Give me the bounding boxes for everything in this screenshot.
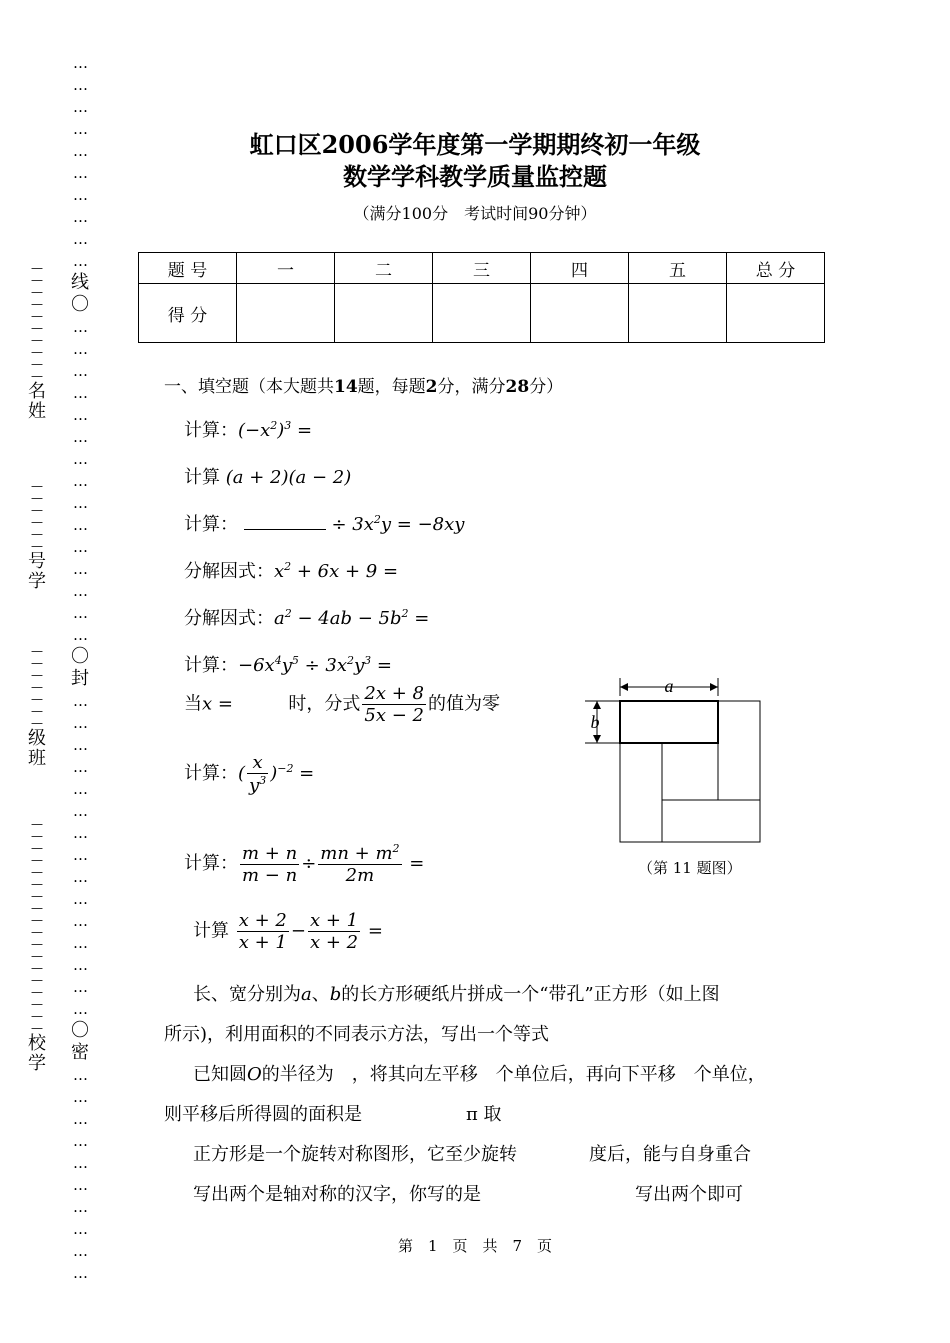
score-header-cell: 题 号 (139, 253, 237, 284)
figure-caption: （第 11 题图） (638, 859, 742, 877)
binding-dot: … (73, 472, 87, 490)
binding-dot: … (73, 736, 87, 754)
binding-school-field: — — — — — — — — — — — — — — — — — — 校 学 (24, 818, 50, 1074)
question-text: 则平移后所得圆的面积是 (164, 1104, 362, 1125)
binding-class-field: — — — — — — — 级 班 (24, 645, 50, 769)
binding-dot: … (73, 1088, 87, 1106)
binding-label: 姓 (28, 401, 46, 422)
question-4: 分解因式：$x^2 + 6x + 9$ = (184, 560, 399, 582)
score-cell[interactable] (531, 284, 629, 343)
binding-dot: … (73, 142, 87, 160)
label-a: a (664, 676, 674, 696)
points-each: 2 (425, 377, 438, 397)
question-label: 计算： (184, 853, 238, 874)
binding-dot: … (73, 604, 87, 622)
binding-dot: … (73, 560, 87, 578)
question-5: 分解因式：$a^2 - 4ab - 5b^2$ = (184, 607, 430, 629)
binding-dot: … (73, 1000, 87, 1018)
binding-dot: … (73, 164, 87, 182)
arrow-down-icon (593, 735, 601, 743)
score-row-label: 得 分 (139, 284, 237, 343)
binding-label: 学 (28, 571, 46, 592)
binding-dots-column (68, 52, 92, 1284)
score-header-cell: 三 (433, 253, 531, 284)
page-footer: 第 1 页 共 7 页 (397, 1237, 553, 1255)
binding-dot: … (73, 98, 87, 116)
binding-seal-char: 密 (71, 1042, 89, 1063)
arrow-up-icon (593, 701, 601, 709)
score-table (138, 252, 825, 343)
binding-label: 级 (28, 728, 46, 749)
question-count: 14 (334, 377, 358, 397)
binding-dot: … (73, 1198, 87, 1216)
question-7: 当x = 时，分式 $\frac{2x + 8}{5x - 2}$ 的值为零 (184, 683, 501, 726)
question-11-figure (575, 670, 775, 850)
binding-dot: … (73, 890, 87, 908)
binding-seal-char: 〇 (71, 646, 89, 667)
binding-dot: … (73, 912, 87, 930)
score-cell[interactable] (237, 284, 335, 343)
binding-dot: … (73, 340, 87, 358)
binding-label: 班 (28, 748, 46, 769)
question-label: 分解因式： (184, 608, 274, 629)
question-10: 计算 $\frac{x + 2}{x + 1}$ − $\frac{x + 1}{x + 2}$ = (193, 910, 383, 953)
binding-dot: … (73, 406, 87, 424)
binding-dot: … (73, 208, 87, 226)
arrow-left-icon (620, 683, 628, 691)
question-text: 当 (184, 693, 202, 715)
question-11-line1: 长、宽分别为a、b的长方形硬纸片拼成一个“带孔”正方形（如上图 (193, 984, 720, 1005)
score-cell[interactable] (335, 284, 433, 343)
exam-subtitle: （满分100分 考试时间90分钟） (353, 204, 597, 223)
binding-dot: … (73, 692, 87, 710)
binding-dot: … (73, 626, 87, 644)
question-9: 计算： $\frac{m + n}{m - n}$ ÷ $\frac{mn + m^2}{2m}$ = (184, 842, 425, 886)
question-6: 计算：$-6x^4y^5 \div 3x^2y^3$ = (184, 654, 392, 676)
binding-dot: … (73, 516, 87, 534)
question-14 (193, 1180, 743, 1206)
binding-dot: … (73, 780, 87, 798)
question-text: 写出两个是轴对称的汉字，你写的是 (193, 1184, 481, 1205)
section1-heading-text: 题，每题 (357, 377, 426, 397)
binding-dot: … (73, 802, 87, 820)
bottom-rectangle (662, 800, 760, 842)
binding-dot: … (73, 1220, 87, 1238)
score-cell[interactable] (629, 284, 727, 343)
points-total: 28 (505, 377, 530, 397)
binding-dot: … (73, 1154, 87, 1172)
question-label: 计算 (193, 920, 229, 942)
question-11-line2: 所示)，利用面积的不同表示方法，写出一个等式 (164, 1024, 550, 1045)
binding-label: 名 (28, 381, 46, 402)
binding-dot: … (73, 54, 87, 72)
binding-label: 号 (28, 551, 46, 572)
binding-seal-char: 〇 (71, 1020, 89, 1041)
binding-dot: … (73, 824, 87, 842)
score-table-score-row (139, 284, 825, 343)
label-b: b (590, 712, 600, 732)
score-table-header-row (139, 253, 825, 284)
score-cell[interactable] (727, 284, 825, 343)
answer-blank[interactable] (244, 515, 326, 530)
binding-dot: … (73, 1264, 87, 1282)
question-text: 长、宽分别为 (193, 984, 301, 1005)
binding-dot: … (73, 494, 87, 512)
binding-dot: … (73, 1066, 87, 1084)
binding-dot: … (73, 934, 87, 952)
score-header-cell: 二 (335, 253, 433, 284)
question-label: 计算： (184, 763, 238, 784)
binding-number-field: — — — — — — 号 学 (24, 480, 50, 592)
binding-dot: … (73, 846, 87, 864)
binding-dot: … (73, 956, 87, 974)
score-header-cell: 一 (237, 253, 335, 284)
binding-dot: … (73, 868, 87, 886)
binding-dot: … (73, 252, 87, 270)
binding-dot: … (73, 362, 87, 380)
question-13: 正方形是一个旋转对称图形，它至少旋转 度后，能与自身重合 (193, 1144, 751, 1165)
binding-dot: … (73, 582, 87, 600)
binding-seal-char: 封 (71, 668, 89, 689)
binding-dot: … (73, 1110, 87, 1128)
binding-dot: … (73, 1242, 87, 1260)
binding-dot: … (73, 978, 87, 996)
question-text: 的半径为 ，将其向左平移 个单位后，再向下平移 个单位， (261, 1064, 766, 1085)
binding-dot: … (73, 758, 87, 776)
binding-dot: … (73, 186, 87, 204)
question-text: 已知圆 (193, 1064, 247, 1085)
section1-heading-text: 分，满分 (437, 377, 506, 397)
binding-seal-char: 线 (71, 272, 89, 293)
question-8: 计算：( $\frac{x}{y^3}$ )$^{-2}$ = (184, 752, 315, 796)
binding-dot: … (73, 76, 87, 94)
score-cell[interactable] (433, 284, 531, 343)
question-text: 的值为零 (428, 693, 501, 715)
section1-heading-text: 分） (529, 377, 564, 397)
question-label: 计算： (184, 655, 238, 676)
question-text: π 取 (466, 1104, 502, 1125)
question-text: 的长方形硬纸片拼成一个“带孔”正方形（如上图 (341, 984, 720, 1005)
question-text: 时，分式 (288, 693, 361, 715)
binding-dot: … (73, 318, 87, 336)
section1-heading-text: 一、填空题（本大题共 (164, 377, 334, 397)
binding-dot: … (73, 120, 87, 138)
binding-label: 学 (28, 1053, 46, 1074)
score-header-cell: 总 分 (727, 253, 825, 284)
question-label: 分解因式： (184, 561, 274, 582)
binding-dot: … (73, 230, 87, 248)
exam-title-line2: 数学学科教学质量监控题 (343, 162, 607, 191)
binding-dot: … (73, 384, 87, 402)
question-text: 、 (311, 984, 330, 1005)
binding-dot: … (73, 538, 87, 556)
top-rectangle (620, 701, 718, 743)
binding-dot: … (73, 1176, 87, 1194)
question-3: 计算： ÷ $3x^2y = -8xy$ (184, 513, 465, 535)
question-label: 计算： (184, 514, 238, 535)
binding-label: 校 (28, 1033, 46, 1054)
exam-title-line1: 虹口区2006学年度第一学期期终初一年级 (249, 130, 701, 159)
question-text: 写出两个即可 (635, 1184, 743, 1205)
binding-name-field: — — — — — — — — — — 名 姓 (24, 262, 50, 422)
score-header-cell: 五 (629, 253, 727, 284)
binding-dot: … (73, 1132, 87, 1150)
binding-seal-char: 〇 (71, 294, 89, 315)
question-12-line1: 已知圆O的半径为 ，将其向左平移 个单位后，再向下平移 个单位， (193, 1064, 766, 1085)
score-header-cell: 四 (531, 253, 629, 284)
binding-dot: … (73, 428, 87, 446)
question-label: 计算： (184, 420, 238, 441)
question-label: 计算 (184, 467, 220, 488)
question-2: 计算 (a + 2)(a − 2) (184, 467, 352, 488)
section1-heading (164, 372, 563, 397)
question-1: 计算：$(-x^2)^3$ = (184, 419, 313, 441)
outer-square (620, 701, 760, 842)
binding-dot: … (73, 450, 87, 468)
binding-dot: … (73, 714, 87, 732)
arrow-right-icon (710, 683, 718, 691)
question-12-line2 (164, 1100, 502, 1126)
